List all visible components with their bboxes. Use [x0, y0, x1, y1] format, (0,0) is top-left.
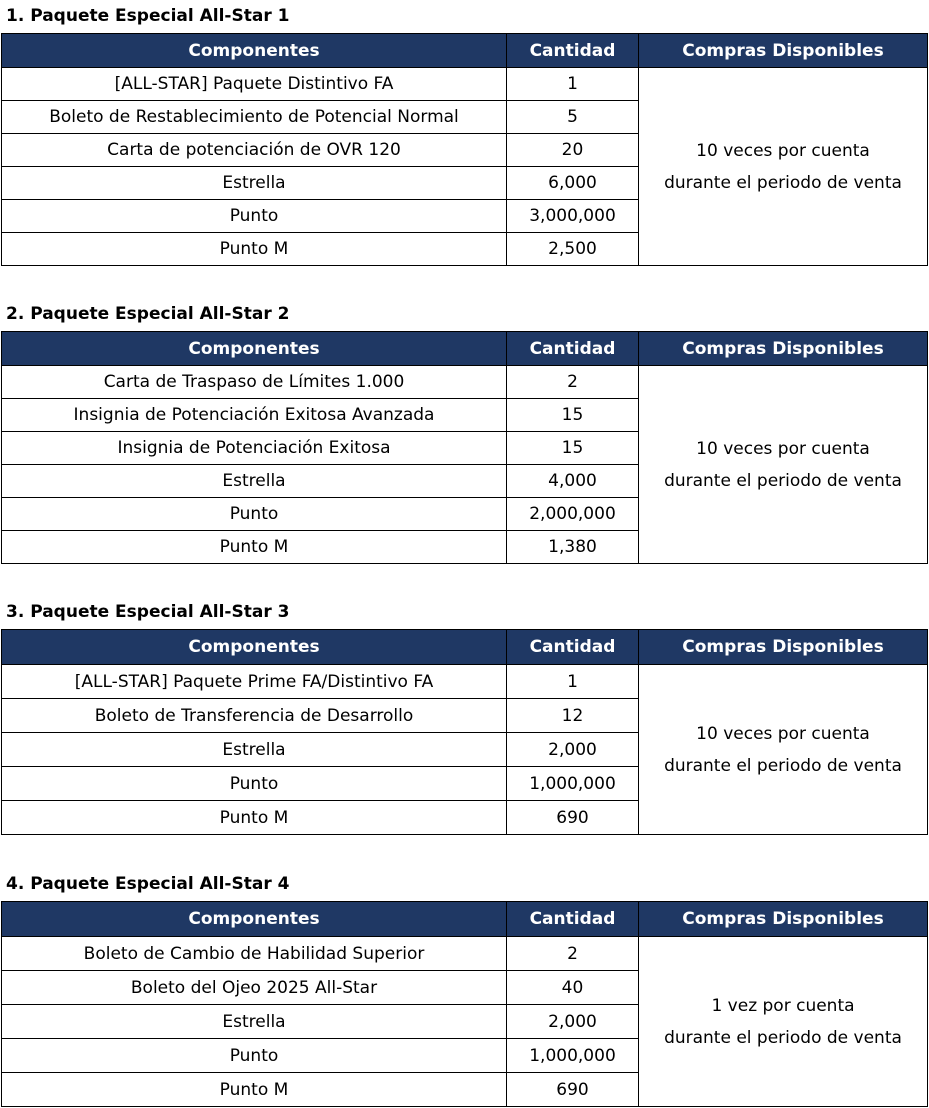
header-quantity: Cantidad: [507, 630, 639, 665]
component-cell: Punto: [2, 200, 507, 233]
quantity-cell: 1: [507, 68, 639, 101]
package-table: [1, 33, 928, 266]
component-cell: Boleto de Transferencia de Desarrollo: [2, 699, 507, 733]
quantity-cell: 2,500: [507, 233, 639, 266]
quantity-cell: 4,000: [507, 465, 639, 498]
quantity-cell: 15: [507, 432, 639, 465]
quantity-cell: 2,000: [507, 733, 639, 767]
quantity-cell: 1,380: [507, 531, 639, 564]
header-quantity: Cantidad: [507, 332, 639, 366]
package-table: [1, 629, 928, 835]
quantity-cell: 6,000: [507, 167, 639, 200]
header-purchases: Compras Disponibles: [639, 332, 928, 366]
package-title: 1. Paquete Especial All-Star 1: [6, 6, 290, 26]
quantity-cell: 2,000: [507, 1005, 639, 1039]
component-cell: Punto: [2, 498, 507, 531]
availability-cell: [639, 665, 928, 835]
quantity-cell: 1: [507, 665, 639, 699]
quantity-cell: 5: [507, 101, 639, 134]
component-cell: Insignia de Potenciación Exitosa: [2, 432, 507, 465]
component-cell: Insignia de Potenciación Exitosa Avanzada: [2, 399, 507, 432]
header-components: Componentes: [2, 902, 507, 937]
component-cell: Boleto de Restablecimiento de Potencial Normal: [2, 101, 507, 134]
quantity-cell: 1,000,000: [507, 767, 639, 801]
component-cell: Punto M: [2, 801, 507, 835]
component-cell: Punto: [2, 767, 507, 801]
quantity-cell: 40: [507, 971, 639, 1005]
header-row: [2, 34, 928, 68]
quantity-cell: 2: [507, 366, 639, 399]
availability-line: 10 veces por cuenta: [696, 723, 870, 744]
availability-line: 10 veces por cuenta: [696, 438, 870, 459]
quantity-cell: 2: [507, 937, 639, 971]
component-cell: Estrella: [2, 167, 507, 200]
quantity-cell: 12: [507, 699, 639, 733]
component-cell: [ALL-STAR] Paquete Distintivo FA: [2, 68, 507, 101]
availability-line: 1 vez por cuenta: [711, 995, 855, 1016]
component-cell: Punto M: [2, 531, 507, 564]
availability-line: durante el periodo de venta: [664, 1027, 902, 1048]
quantity-cell: 3,000,000: [507, 200, 639, 233]
header-row: [2, 332, 928, 366]
package-table: [1, 901, 928, 1107]
header-components: Componentes: [2, 34, 507, 68]
component-cell: Punto M: [2, 233, 507, 266]
component-cell: [ALL-STAR] Paquete Prime FA/Distintivo FA: [2, 665, 507, 699]
component-cell: Boleto del Ojeo 2025 All-Star: [2, 971, 507, 1005]
quantity-cell: 690: [507, 801, 639, 835]
component-cell: Estrella: [2, 1005, 507, 1039]
availability-line: durante el periodo de venta: [664, 172, 902, 193]
package-table: [1, 331, 928, 564]
component-cell: Boleto de Cambio de Habilidad Superior: [2, 937, 507, 971]
quantity-cell: 690: [507, 1073, 639, 1107]
header-components: Componentes: [2, 630, 507, 665]
header-purchases: Compras Disponibles: [639, 630, 928, 665]
component-cell: Carta de Traspaso de Límites 1.000: [2, 366, 507, 399]
availability-cell: [639, 937, 928, 1107]
availability-cell: [639, 68, 928, 266]
header-row: [2, 630, 928, 665]
component-cell: Estrella: [2, 465, 507, 498]
table-row: [2, 68, 928, 101]
availability-line: 10 veces por cuenta: [696, 140, 870, 161]
package-title: 3. Paquete Especial All-Star 3: [6, 602, 290, 622]
component-cell: Carta de potenciación de OVR 120: [2, 134, 507, 167]
quantity-cell: 1,000,000: [507, 1039, 639, 1073]
component-cell: Estrella: [2, 733, 507, 767]
header-purchases: Compras Disponibles: [639, 34, 928, 68]
package-title: 4. Paquete Especial All-Star 4: [6, 874, 290, 894]
availability-line: durante el periodo de venta: [664, 470, 902, 491]
header-quantity: Cantidad: [507, 34, 639, 68]
package-title: 2. Paquete Especial All-Star 2: [6, 304, 290, 324]
header-purchases: Compras Disponibles: [639, 902, 928, 937]
quantity-cell: 15: [507, 399, 639, 432]
component-cell: Punto: [2, 1039, 507, 1073]
table-row: [2, 665, 928, 699]
quantity-cell: 2,000,000: [507, 498, 639, 531]
header-row: [2, 902, 928, 937]
header-components: Componentes: [2, 332, 507, 366]
component-cell: Punto M: [2, 1073, 507, 1107]
table-row: [2, 937, 928, 971]
availability-line: durante el periodo de venta: [664, 755, 902, 776]
quantity-cell: 20: [507, 134, 639, 167]
table-row: [2, 366, 928, 399]
availability-cell: [639, 366, 928, 564]
header-quantity: Cantidad: [507, 902, 639, 937]
